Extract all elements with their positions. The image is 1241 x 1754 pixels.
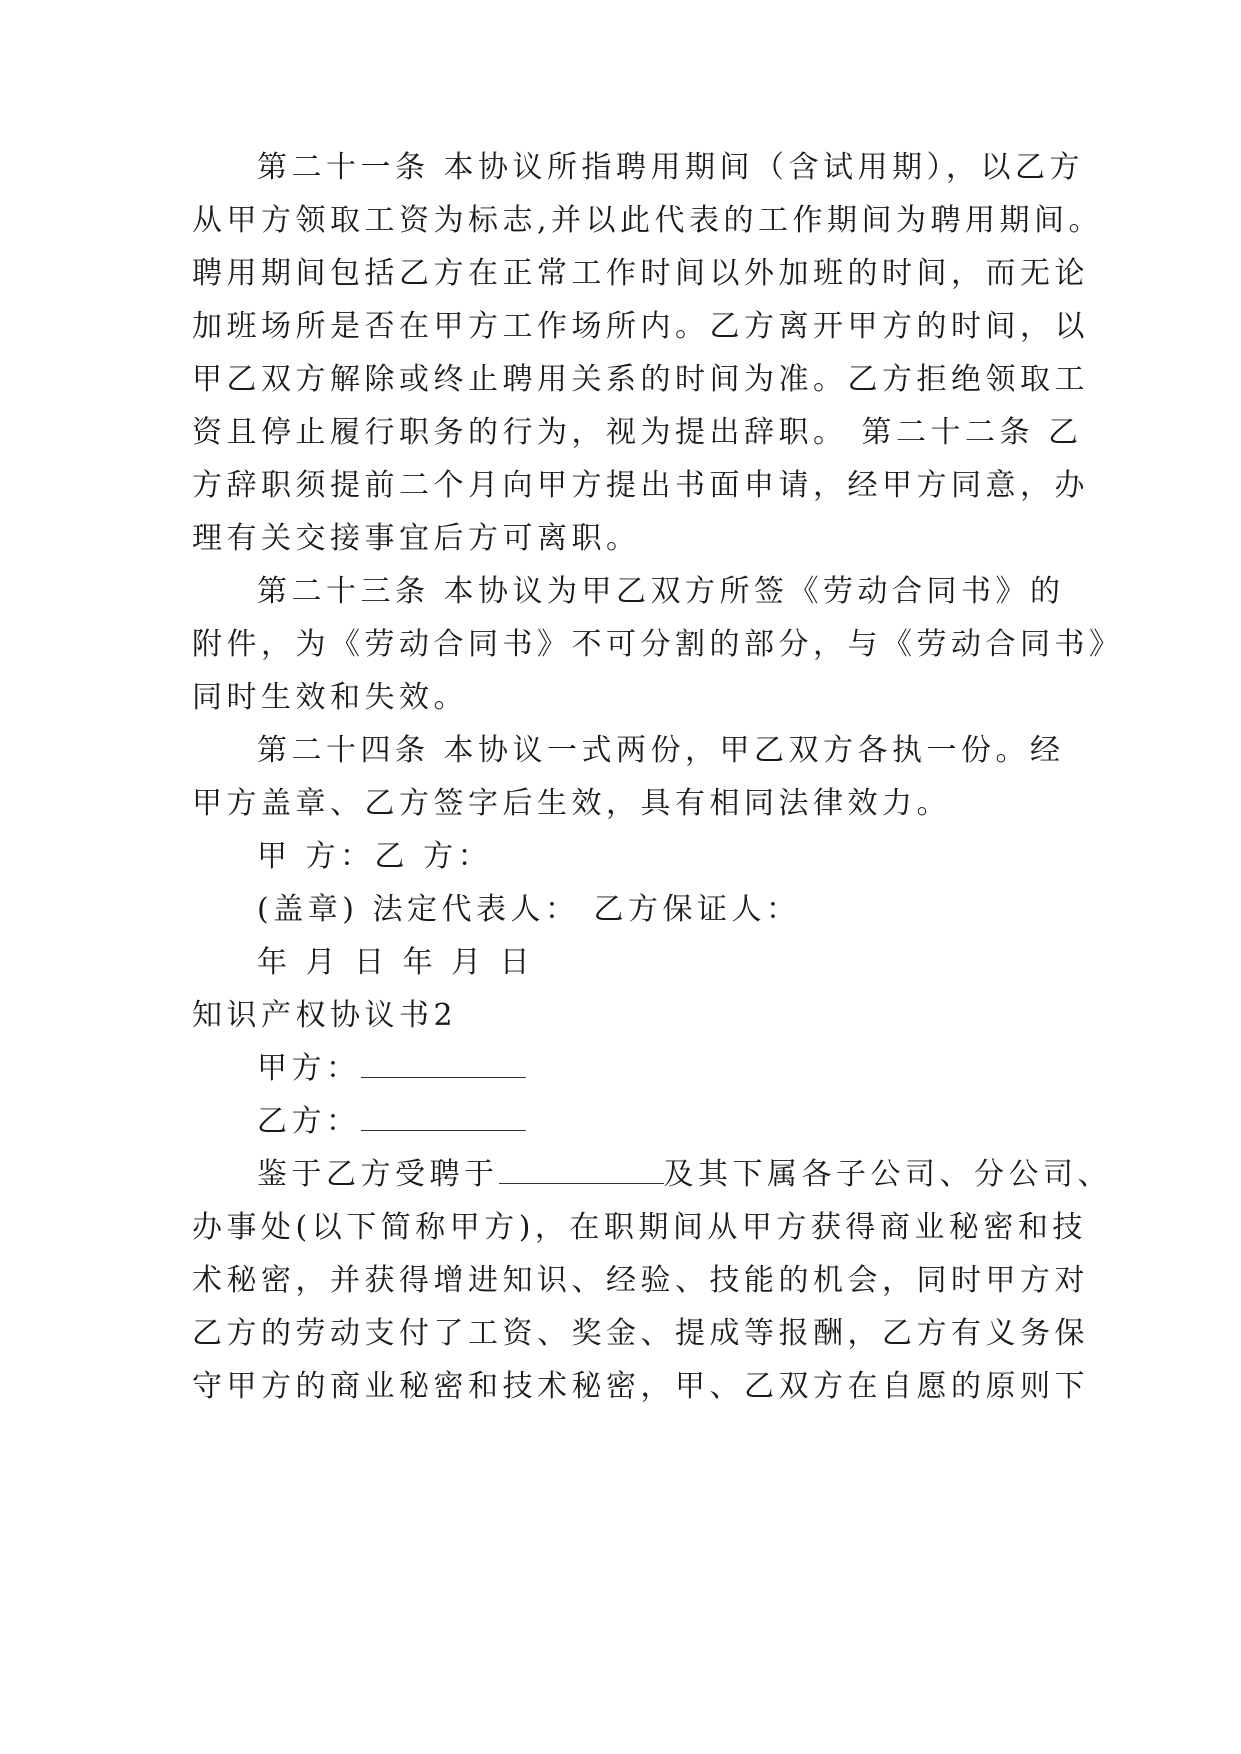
signature-date-line: 年 月 日 年 月 日: [257, 945, 535, 980]
text-line: 办事处(以下简称甲方)，在职期间从甲方获得商业秘密和技: [192, 1210, 1087, 1245]
text-line: [257, 1157, 1112, 1193]
signature-parties-line: 甲 方：乙 方：: [257, 839, 493, 874]
text-line: 第二十三条 本协议为甲乙双方所签《劳动合同书》的: [257, 574, 1065, 609]
section-title: 知识产权协议书2: [192, 998, 458, 1033]
party-a-line: [257, 1051, 526, 1087]
signature-seal-line: (盖章) 法定代表人： 乙方保证人：: [257, 892, 801, 927]
text-line: 第二十四条 本协议一式两份，甲乙双方各执一份。经: [257, 733, 1065, 768]
text-line: 术秘密，并获得增进知识、经验、技能的机会，同时甲方对: [192, 1263, 1089, 1298]
party-a-label: 甲方：: [257, 1051, 361, 1086]
text-line: 附件，为《劳动合同书》不可分割的部分，与《劳动合同书》: [192, 627, 1124, 662]
text-line: 理有关交接事宜后方可离职。: [192, 521, 641, 556]
text-line: 乙方的劳动支付了工资、奖金、提成等报酬，乙方有义务保: [192, 1316, 1089, 1351]
text-line: 从甲方领取工资为标志,并以此代表的工作期间为聘用期间。: [192, 203, 1104, 238]
text-line: 聘用期间包括乙方在正常工作时间以外加班的时间，而无论: [192, 256, 1089, 291]
party-b-blank: [361, 1104, 526, 1131]
text-line: 第二十一条 本协议所指聘用期间（含试用期），以乙方: [257, 150, 1085, 185]
text-segment: 鉴于乙方受聘于: [257, 1157, 499, 1192]
party-a-blank: [361, 1051, 526, 1078]
text-line: 同时生效和失效。: [192, 680, 468, 715]
party-b-label: 乙方：: [257, 1104, 361, 1139]
text-segment: 及其下属各子公司、分公司、: [663, 1157, 1112, 1192]
text-line: 甲方盖章、乙方签字后生效，具有相同法律效力。: [192, 786, 951, 821]
text-line: 资且停止履行职务的行为，视为提出辞职。 第二十二条 乙: [192, 415, 1083, 450]
party-b-line: [257, 1104, 526, 1140]
text-line: 守甲方的商业秘密和技术秘密，甲、乙双方在自愿的原则下: [192, 1369, 1089, 1404]
text-line: 方辞职须提前二个月向甲方提出书面申请，经甲方同意，办: [192, 468, 1089, 503]
text-line: 甲乙双方解除或终止聘用关系的时间为准。乙方拒绝领取工: [192, 362, 1089, 397]
text-line: 加班场所是否在甲方工作场所内。乙方离开甲方的时间，以: [192, 309, 1089, 344]
employer-blank: [499, 1157, 664, 1184]
